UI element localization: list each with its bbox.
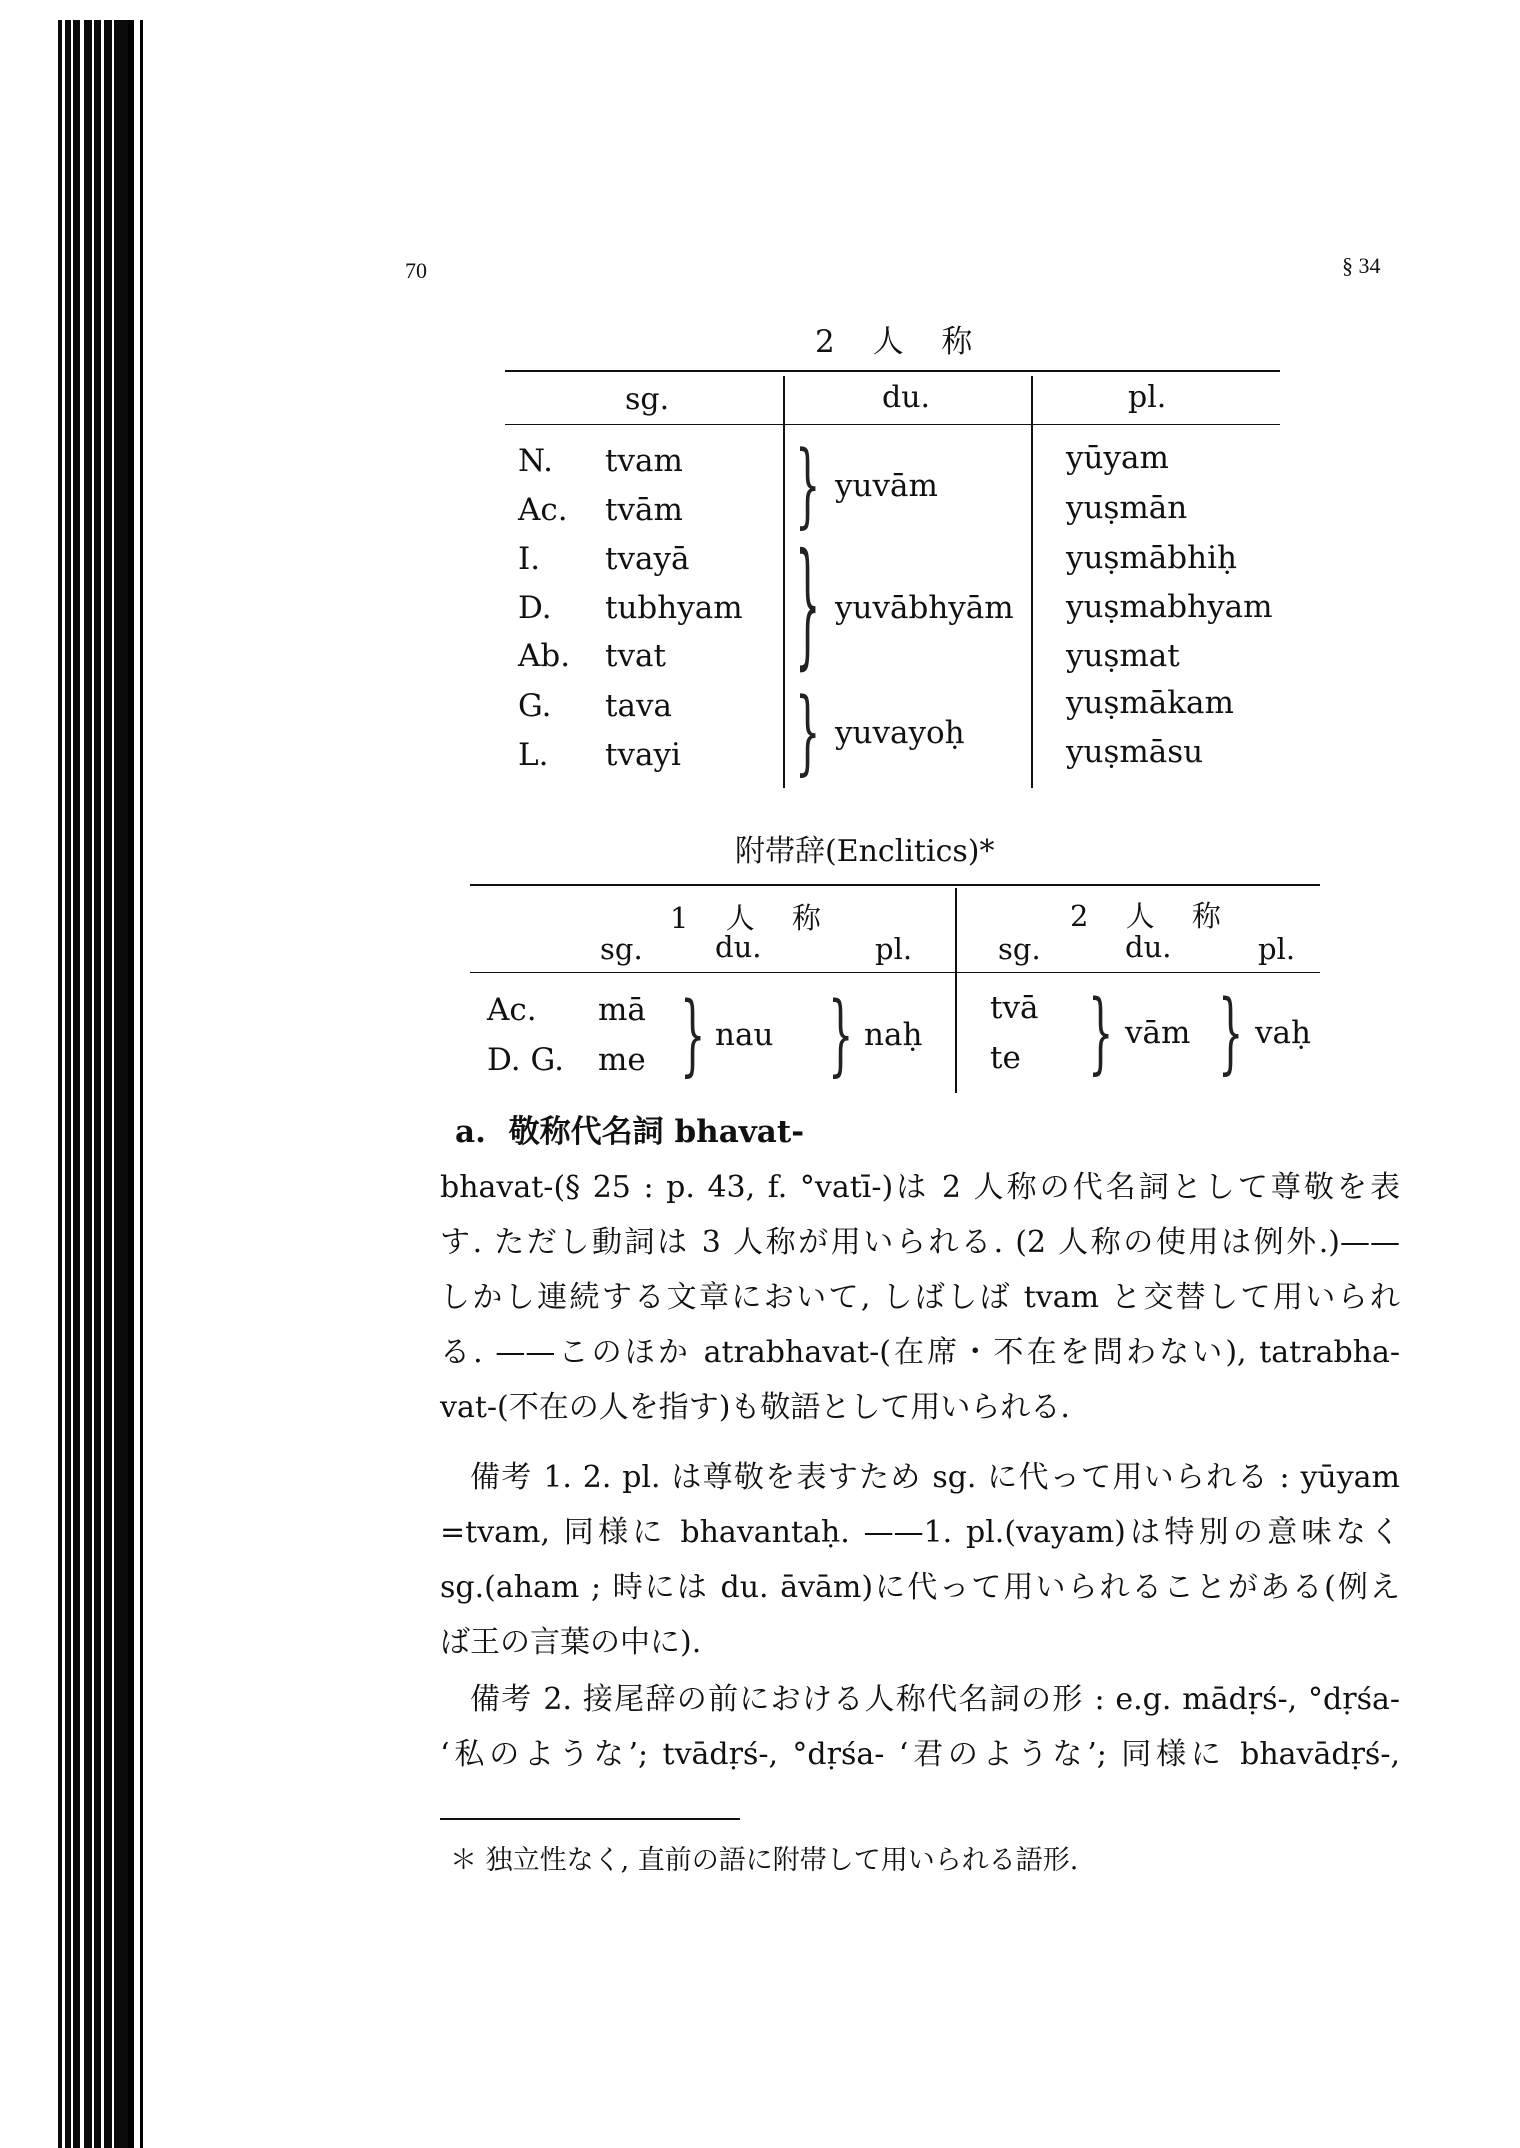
table1-header-pl: pl. (1128, 380, 1167, 415)
table-row-pl: yuṣmat (1066, 638, 1180, 674)
table2-pl2: vaḥ (1255, 1015, 1311, 1051)
table-row-case: I. (518, 541, 541, 577)
table2-sub-du: du. (715, 930, 762, 964)
table1-dual-1: yuvām (835, 468, 938, 504)
note-1 (440, 1450, 1400, 1670)
table-row-sg: tvam (605, 443, 683, 479)
table1-col-divider-2 (1031, 376, 1033, 788)
table-row-sg: tvām (605, 492, 683, 528)
brace-right-icon: } (680, 985, 706, 1087)
table2-top-rule (470, 884, 1320, 886)
note-line: ‘私のような’; tvādṛś-, °dṛśa- ‘君のような’; 同様に bhavādṛś-, (440, 1737, 1400, 1772)
brace-right-icon: } (795, 680, 821, 786)
body-line: bhavat-(§ 25 : p. 43, f. °vatī-)は 2 人称の代名詞として尊敬を表 (440, 1170, 1400, 1205)
table2-pl1: naḥ (864, 1017, 923, 1053)
table2-sub-pl2: pl. (1258, 932, 1296, 966)
table2-person2: 2 人 称 (1070, 899, 1235, 933)
table-row-sg: tvat (605, 638, 666, 674)
note-line: sg.(aham ; 時には du. āvām)に代って用いられることがある(例え (440, 1570, 1400, 1605)
table-row-sg: tvayā (605, 541, 690, 577)
table-row-case: Ab. (518, 638, 571, 674)
brace-right-icon: } (1218, 983, 1244, 1085)
table-row-case: N. (518, 443, 553, 479)
table2-col-divider (955, 888, 957, 1093)
table-row-pl: yuṣmān (1066, 490, 1188, 526)
table-row-sg: tvayi (605, 737, 681, 773)
section-a-heading (455, 1106, 804, 1151)
table-row-sg1: me (598, 1042, 646, 1078)
table2-sub-pl: pl. (875, 932, 913, 966)
note-line: =tvam, 同様に bhavantaḥ. ——1. pl.(vayam)は特別の意味なく (440, 1515, 1400, 1550)
table1-header-sg: sg. (625, 382, 670, 417)
table-row-sg: tava (605, 688, 672, 724)
table-row-case: Ac. (487, 992, 537, 1028)
table2-sub-sg: sg. (600, 932, 643, 966)
section-a-label: a. (455, 1114, 486, 1150)
brace-right-icon: } (1088, 983, 1114, 1085)
footnote-rule (440, 1818, 740, 1820)
table-row-pl: yuṣmābhiḥ (1066, 540, 1237, 576)
table-row-pl: yuṣmabhyam (1066, 589, 1273, 625)
table1-dual-3: yuvayoḥ (835, 715, 965, 751)
table-row-case: G. (518, 688, 552, 724)
scan-binding-edge (0, 0, 160, 2148)
table-row-sg2: tvā (990, 990, 1039, 1026)
table1-top-rule (505, 370, 1280, 372)
table1-caption: 2 人 称 (815, 324, 987, 360)
table-row-case: L. (518, 737, 549, 773)
table1-header-rule (505, 424, 1280, 425)
note-2 (440, 1672, 1400, 1782)
table2-person1: 1 人 称 (670, 901, 835, 935)
body-line: vat-(不在の人を指す)も敬語として用いられる. (440, 1390, 1070, 1425)
page-number: 70 (405, 258, 427, 283)
table2-sub-du2: du. (1125, 930, 1172, 964)
table-row-case: Ac. (518, 492, 568, 528)
section-a-title: 敬称代名詞 bhavat- (508, 1114, 805, 1150)
footnote: ＊ 独立性なく, 直前の語に附帯して用いられる語形. (450, 1845, 1079, 1876)
table-row-sg: tubhyam (605, 590, 743, 626)
table-row-pl: yuṣmāsu (1066, 734, 1204, 770)
table2-sub-sg2: sg. (998, 932, 1041, 966)
body-line: る. ——このほか atrabhavat-(在席・不在を問わない), tatrabha- (440, 1335, 1400, 1370)
table2-header-rule (470, 972, 1320, 973)
table2-caption: 附帯辞(Enclitics)* (735, 834, 995, 869)
table-row-case: D. G. (487, 1042, 564, 1078)
table1-header-du: du. (882, 380, 931, 415)
body-line: す. ただし動詞は 3 人称が用いられる. (2 人称の使用は例外.)—— (440, 1225, 1400, 1260)
brace-right-icon: } (828, 985, 854, 1087)
table1-dual-2: yuvābhyām (835, 590, 1014, 626)
note-line: 備考 2. 接尾辞の前における人称代名詞の形 : e.g. mādṛś-, °dṛśa- (470, 1682, 1400, 1717)
note-line: ば王の言葉の中に). (440, 1625, 702, 1660)
table-row-sg1: mā (598, 992, 646, 1028)
table1-col-divider-1 (783, 376, 785, 788)
brace-right-icon: } (795, 433, 821, 539)
table2-du2: vām (1125, 1015, 1191, 1051)
table-row-pl: yuṣmākam (1066, 685, 1234, 721)
table-row-pl: yūyam (1066, 440, 1169, 476)
section-a-body (440, 1160, 1400, 1435)
table-row-sg2: te (990, 1040, 1021, 1076)
note-line: 備考 1. 2. pl. は尊敬を表すため sg. に代って用いられる : yūyam (470, 1460, 1400, 1495)
section-marker: § 34 (1342, 253, 1381, 278)
table2-du1: nau (715, 1017, 774, 1053)
table-row-case: D. (518, 590, 552, 626)
body-line: しかし連続する文章において, しばしば tvam と交替して用いられ (440, 1280, 1400, 1315)
brace-right-icon: } (795, 527, 821, 685)
